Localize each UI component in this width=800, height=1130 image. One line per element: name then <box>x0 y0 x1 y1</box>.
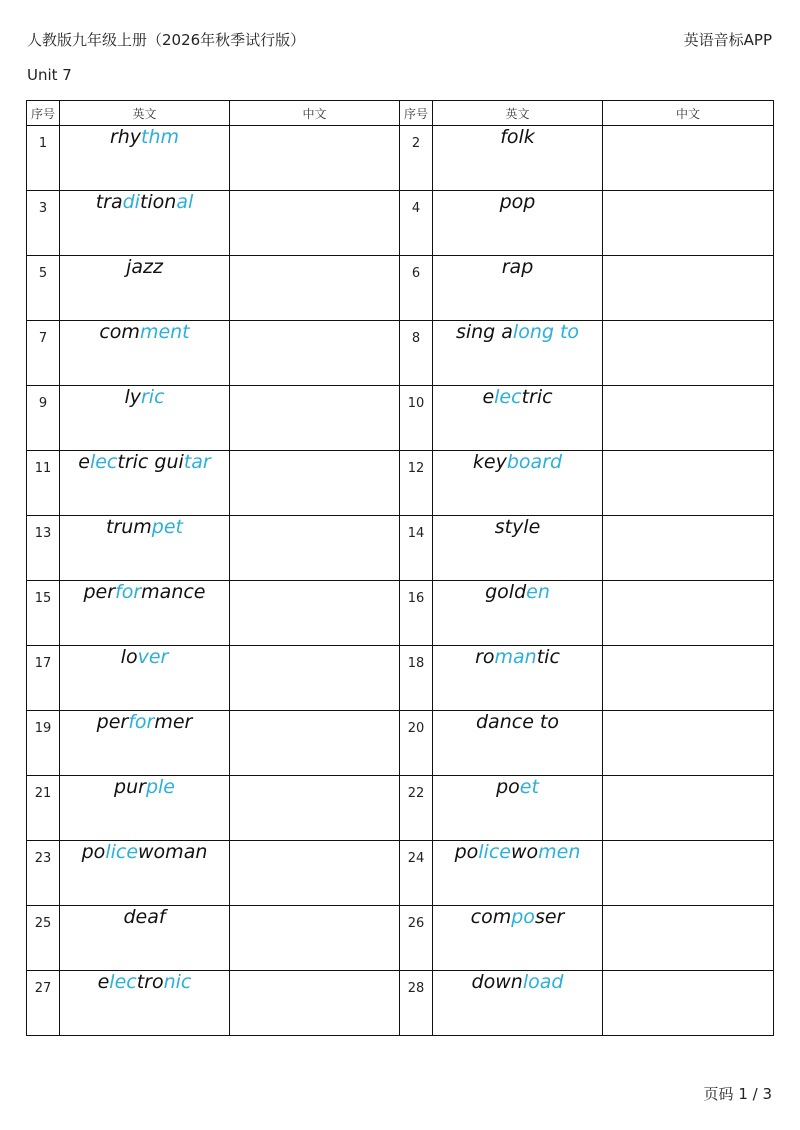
chinese-answer-cell[interactable] <box>603 386 774 451</box>
row-number-text: 13 <box>34 526 52 541</box>
syllable: ser <box>534 906 565 928</box>
english-word <box>433 776 603 841</box>
unit-label: Unit 7 <box>27 66 72 84</box>
row-number-text: 25 <box>34 916 52 931</box>
table-row <box>27 386 774 451</box>
row-number-text: 26 <box>407 916 425 931</box>
highlighted-syllable: al <box>176 191 194 213</box>
chinese-answer-cell[interactable] <box>230 581 400 646</box>
row-number <box>27 841 60 906</box>
row-number <box>400 256 433 321</box>
english-word <box>433 321 603 386</box>
syllable: tic <box>536 646 560 668</box>
row-number <box>400 516 433 581</box>
highlighted-syllable: men <box>538 841 581 863</box>
table-row <box>27 906 774 971</box>
syllable: rhy <box>109 126 142 148</box>
chinese-answer-cell[interactable] <box>230 386 400 451</box>
syllable: tric gui <box>117 451 184 473</box>
row-number-text: 27 <box>34 981 52 996</box>
english-word <box>60 516 230 581</box>
syllable: com <box>470 906 512 928</box>
english-word <box>433 126 603 191</box>
chinese-answer-cell[interactable] <box>603 711 774 776</box>
row-number <box>400 581 433 646</box>
row-number <box>27 711 60 776</box>
syllable: e <box>97 971 110 993</box>
highlighted-syllable: lice <box>478 841 511 863</box>
row-number-text: 28 <box>407 981 425 996</box>
row-number <box>27 516 60 581</box>
chinese-answer-cell[interactable] <box>230 256 400 321</box>
row-number-text: 2 <box>411 136 421 151</box>
row-number-text: 11 <box>34 461 52 476</box>
row-number-text: 12 <box>407 461 425 476</box>
syllable: down <box>471 971 523 993</box>
row-number-text: 10 <box>407 396 425 411</box>
english-word <box>433 516 603 581</box>
english-word <box>433 386 603 451</box>
chinese-answer-cell[interactable] <box>603 971 774 1036</box>
column-header-chinese: 中文 <box>230 101 400 126</box>
chinese-answer-cell[interactable] <box>603 451 774 516</box>
row-number-text: 16 <box>407 591 425 606</box>
row-number-text: 23 <box>34 851 52 866</box>
highlighted-syllable: board <box>506 451 563 473</box>
row-number-text: 4 <box>411 201 421 216</box>
highlighted-syllable: et <box>519 776 539 798</box>
highlighted-syllable: man <box>494 646 537 668</box>
chinese-answer-cell[interactable] <box>230 711 400 776</box>
english-word <box>60 191 230 256</box>
chinese-answer-cell[interactable] <box>603 646 774 711</box>
highlighted-syllable: long to <box>512 321 580 343</box>
row-number <box>27 256 60 321</box>
highlighted-syllable: ment <box>139 321 190 343</box>
highlighted-syllable: lec <box>494 386 522 408</box>
highlighted-syllable: lec <box>109 971 137 993</box>
row-number <box>400 321 433 386</box>
table-row <box>27 841 774 906</box>
row-number <box>27 191 60 256</box>
highlighted-syllable: ric <box>140 386 165 408</box>
table-row <box>27 776 774 841</box>
row-number-text: 18 <box>407 656 425 671</box>
english-word <box>433 906 603 971</box>
row-number-text: 17 <box>34 656 52 671</box>
english-word <box>60 321 230 386</box>
english-word <box>433 711 603 776</box>
row-number <box>27 646 60 711</box>
highlighted-syllable: ver <box>137 646 169 668</box>
english-word <box>60 841 230 906</box>
row-number <box>400 646 433 711</box>
english-word <box>433 646 603 711</box>
english-word <box>60 451 230 516</box>
syllable: e <box>482 386 495 408</box>
row-number <box>27 776 60 841</box>
column-header-chinese: 中文 <box>603 101 774 126</box>
syllable: dance to <box>476 711 559 733</box>
table-row <box>27 581 774 646</box>
table-row <box>27 451 774 516</box>
syllable: per <box>96 711 129 733</box>
syllable: folk <box>500 126 535 148</box>
syllable: po <box>454 841 479 863</box>
row-number <box>27 126 60 191</box>
syllable: tion <box>139 191 177 213</box>
row-number <box>27 971 60 1036</box>
syllable: key <box>472 451 507 473</box>
syllable: ro <box>475 646 495 668</box>
row-number-text: 14 <box>407 526 425 541</box>
english-word <box>433 451 603 516</box>
chinese-answer-cell[interactable] <box>603 776 774 841</box>
syllable: mer <box>154 711 193 733</box>
chinese-answer-cell[interactable] <box>230 841 400 906</box>
chinese-answer-cell[interactable] <box>603 126 774 191</box>
highlighted-syllable: pet <box>151 516 183 538</box>
chinese-answer-cell[interactable] <box>230 191 400 256</box>
row-number-text: 7 <box>38 331 48 346</box>
syllable: woman <box>138 841 208 863</box>
chinese-answer-cell[interactable] <box>603 191 774 256</box>
syllable: deaf <box>123 906 166 928</box>
syllable: mance <box>141 581 206 603</box>
syllable: sing a <box>455 321 513 343</box>
row-number-text: 19 <box>34 721 52 736</box>
row-number <box>400 451 433 516</box>
table-row <box>27 971 774 1036</box>
highlighted-syllable: po <box>511 906 535 928</box>
english-word <box>433 191 603 256</box>
row-number <box>27 451 60 516</box>
english-word <box>433 841 603 906</box>
highlighted-syllable: ple <box>145 776 175 798</box>
row-number <box>400 386 433 451</box>
highlighted-syllable: for <box>128 711 155 733</box>
table-row <box>27 646 774 711</box>
chinese-answer-cell[interactable] <box>230 646 400 711</box>
syllable: e <box>78 451 90 473</box>
highlighted-syllable: lec <box>89 451 118 473</box>
table-row <box>27 256 774 321</box>
column-header-number: 序号 <box>400 101 433 126</box>
chinese-answer-cell[interactable] <box>230 451 400 516</box>
english-word <box>60 711 230 776</box>
syllable: tra <box>95 191 123 213</box>
row-number-text: 21 <box>34 786 52 801</box>
vocabulary-table <box>26 100 774 1036</box>
syllable: style <box>494 516 541 538</box>
syllable: per <box>83 581 116 603</box>
table-row <box>27 191 774 256</box>
row-number <box>27 581 60 646</box>
row-number-text: 24 <box>407 851 425 866</box>
syllable: trum <box>105 516 152 538</box>
app-name: 英语音标APP <box>683 31 772 49</box>
table-row <box>27 516 774 581</box>
english-word <box>60 971 230 1036</box>
row-number-text: 5 <box>38 266 48 281</box>
syllable: rap <box>501 256 534 278</box>
column-header-english: 英文 <box>60 101 230 126</box>
chinese-answer-cell[interactable] <box>230 516 400 581</box>
highlighted-syllable: di <box>122 191 140 213</box>
page-number: 页码 1 / 3 <box>703 1085 772 1103</box>
syllable: tric <box>521 386 553 408</box>
row-number <box>400 126 433 191</box>
english-word <box>60 256 230 321</box>
table-row <box>27 126 774 191</box>
english-word <box>60 386 230 451</box>
english-word <box>60 646 230 711</box>
chinese-answer-cell[interactable] <box>230 906 400 971</box>
chinese-answer-cell[interactable] <box>230 321 400 386</box>
syllable: gold <box>485 581 527 603</box>
syllable: com <box>99 321 140 343</box>
table-row <box>27 321 774 386</box>
highlighted-syllable: thm <box>141 126 180 148</box>
row-number-text: 3 <box>38 201 48 216</box>
chinese-answer-cell[interactable] <box>230 126 400 191</box>
syllable: po <box>81 841 106 863</box>
table-header-row <box>27 101 774 126</box>
syllable: tro <box>136 971 164 993</box>
highlighted-syllable: tar <box>183 451 211 473</box>
highlighted-syllable: en <box>526 581 550 603</box>
row-number <box>400 711 433 776</box>
english-word <box>60 126 230 191</box>
chinese-answer-cell[interactable] <box>230 776 400 841</box>
syllable: pur <box>114 776 146 798</box>
row-number-text: 1 <box>38 136 48 151</box>
row-number <box>27 906 60 971</box>
row-number-text: 20 <box>407 721 425 736</box>
row-number <box>27 321 60 386</box>
chinese-answer-cell[interactable] <box>603 256 774 321</box>
english-word <box>60 906 230 971</box>
syllable: lo <box>120 646 138 668</box>
row-number-text: 6 <box>411 266 421 281</box>
highlighted-syllable: nic <box>163 971 192 993</box>
english-word <box>433 581 603 646</box>
syllable: jazz <box>126 256 163 278</box>
row-number-text: 15 <box>34 591 52 606</box>
syllable: wo <box>510 841 539 863</box>
english-word <box>60 581 230 646</box>
table-row <box>27 711 774 776</box>
chinese-answer-cell[interactable] <box>603 841 774 906</box>
chinese-answer-cell[interactable] <box>603 581 774 646</box>
highlighted-syllable: for <box>115 581 142 603</box>
english-word <box>60 776 230 841</box>
row-number <box>27 386 60 451</box>
english-word <box>433 971 603 1036</box>
chinese-answer-cell[interactable] <box>603 906 774 971</box>
highlighted-syllable: lice <box>105 841 139 863</box>
row-number-text: 8 <box>411 331 421 346</box>
chinese-answer-cell[interactable] <box>603 321 774 386</box>
document-title: 人教版九年级上册（2026年秋季试行版） <box>27 31 306 49</box>
row-number <box>400 841 433 906</box>
syllable: ly <box>124 386 141 408</box>
chinese-answer-cell[interactable] <box>230 971 400 1036</box>
row-number <box>400 971 433 1036</box>
highlighted-syllable: load <box>522 971 564 993</box>
chinese-answer-cell[interactable] <box>603 516 774 581</box>
row-number <box>400 776 433 841</box>
column-header-number: 序号 <box>27 101 60 126</box>
row-number-text: 22 <box>407 786 425 801</box>
row-number <box>400 906 433 971</box>
syllable: pop <box>499 191 536 213</box>
row-number <box>400 191 433 256</box>
english-word <box>433 256 603 321</box>
row-number-text: 9 <box>38 396 48 411</box>
column-header-english: 英文 <box>433 101 603 126</box>
syllable: po <box>496 776 520 798</box>
